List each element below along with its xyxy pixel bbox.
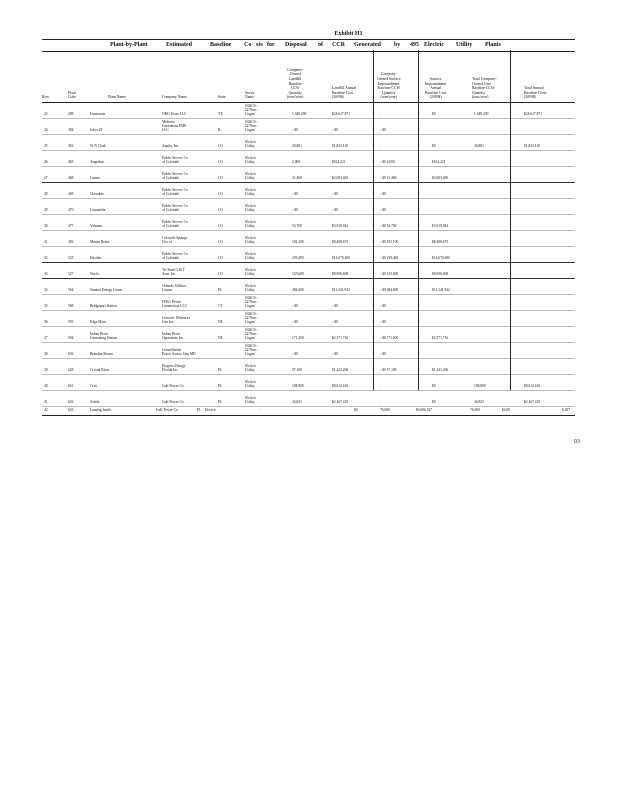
cell-si-qty: - $0 239,400 <box>380 256 399 260</box>
table-row <box>42 215 575 231</box>
cell-row: 37 <box>44 336 48 340</box>
cell-plant: Arapahoe <box>90 160 104 164</box>
cell-row: 40 <box>44 384 48 388</box>
cell-plant: Cherokee <box>90 192 104 196</box>
col-total-qty: Total Company- Owned Unit Baseline CCW Quantity (tons/year) <box>472 77 497 100</box>
cell-company: Progress Energy Florida Inc <box>162 364 186 372</box>
cell-company: Public Service Co of Colorado <box>162 172 188 180</box>
cell-row: 34 <box>44 288 48 292</box>
cell-plant: Scholz <box>90 400 100 404</box>
cell-sector: NAICS- 22 Non- Cogen <box>245 104 257 116</box>
cell-company: Tri-State G & T Assn, Inc <box>162 268 185 276</box>
table-row <box>42 279 575 295</box>
cell-si-cost: $1,241,206 <box>432 368 449 372</box>
cell-si-qty: - <box>380 112 382 116</box>
cell-sector: Electric Utility <box>245 140 257 148</box>
cell-si-qty: - $0 <box>380 192 386 196</box>
cell-plant: Bridgeport Station <box>90 304 117 308</box>
cell-lf-cost: $8,612,616 <box>332 384 349 388</box>
table-title-word: Utility <box>456 42 473 48</box>
cell-total-qty: 108,800 <box>474 384 486 388</box>
cell-lf-qty: - <box>260 408 262 412</box>
table-title-word: for <box>267 42 275 48</box>
cell-row: 30 <box>44 224 48 228</box>
cell-state: IL <box>218 128 222 132</box>
table-row <box>42 359 575 375</box>
exhibit-title: Exhibit H1 <box>334 31 363 37</box>
cell-total-qty: 76,000 <box>470 408 480 412</box>
cell-state: CO <box>218 224 223 228</box>
cell-si-qty: - $0 284,600 <box>380 288 399 292</box>
cell-si-cost: $4,006,027 <box>416 408 433 412</box>
cell-total-cost-tail: 6,027 <box>562 408 571 412</box>
cell-company: Public Service Co of Colorado <box>162 220 188 228</box>
cell-lf-cost: $2,603,465 <box>332 176 349 180</box>
cell-plant: Joliet 29 <box>90 128 103 132</box>
cell-state: CT <box>218 304 223 308</box>
cell-lf-cost: $14,670,400 <box>332 256 350 260</box>
cell-row: 31 <box>44 240 48 244</box>
cell-plant: Crystal River <box>90 368 110 372</box>
cell-total-qty: 20,881 <box>474 144 484 148</box>
cell-row: 26 <box>44 160 48 164</box>
cell-code: 525 <box>68 256 74 260</box>
cell-code: 465 <box>68 160 74 164</box>
cell-sector: Electric Utility <box>245 252 257 260</box>
table-row <box>42 295 575 311</box>
cell-state: FL <box>218 368 223 372</box>
cell-sector: NAICS- 22 Non- Cogen <box>245 296 257 308</box>
cell-plant: Comanche <box>90 208 106 212</box>
cell-si-cost: $0 <box>432 384 436 388</box>
cell-company: Public Service Co of Colorado <box>162 252 188 260</box>
cell-lf-qty: 284,600 <box>292 288 304 292</box>
table-title-word: of <box>318 42 323 48</box>
cell-sector: Electric Utility <box>245 284 257 292</box>
cell-si-qty: - $0 <box>380 352 386 356</box>
table-row <box>42 135 575 151</box>
table-row <box>42 151 575 167</box>
cell-sector: Electric <box>205 408 217 412</box>
cell-si-cost: $522,221 <box>432 160 446 164</box>
table-body <box>42 103 575 407</box>
cell-plant: Indian River Generating Station <box>90 332 118 340</box>
cell-lf-cost: $24,617,871 <box>332 112 350 116</box>
cell-row: 36 <box>44 320 48 324</box>
table-row <box>42 167 575 183</box>
cell-sector: Electric Utility <box>245 172 257 180</box>
cell-total-cost: $2,267,225 <box>524 400 541 404</box>
cell-state: FL <box>218 288 223 292</box>
cell-row: 23 <box>44 112 48 116</box>
table-title-word: Estimated <box>166 42 192 48</box>
table-title-word: Plants <box>485 42 502 48</box>
cell-plant: Limestone <box>90 112 106 116</box>
col-si-cost: Surface Impoundment Annual Baseline Cost (2009$) <box>425 77 447 100</box>
cell-lf-cost: - $0 <box>332 304 338 308</box>
cell-company: Public Service Co of Colorado <box>162 204 188 212</box>
cell-state: TX <box>218 112 223 116</box>
table-row <box>42 375 575 391</box>
cell-row: 27 <box>44 176 48 180</box>
cell-company: Gulf Power Co <box>162 400 184 404</box>
cell-si-cost: $8,906,600 <box>432 272 449 276</box>
cell-lf-cost: $1,241,206 <box>332 368 349 372</box>
table-title-word: Plant-by-Plant <box>110 42 148 48</box>
cell-lf-cost: $8,488,675 <box>332 240 349 244</box>
cell-lf-qty: - $0 <box>292 128 298 132</box>
cell-row: 39 <box>44 368 48 372</box>
cell-lf-cost: $2,571,716 <box>332 336 349 340</box>
cell-sector: Electric Utility <box>245 220 257 228</box>
cell-si-qty: - $0 <box>380 128 386 132</box>
cell-sector: Electric Utility <box>245 236 257 244</box>
cell-code: 468 <box>68 176 74 180</box>
cell-row: 42 <box>44 408 48 412</box>
cell-code: 492 <box>68 240 74 244</box>
cell-lf-cost: $3,910,942 <box>332 224 349 228</box>
cell-si-qty: - $0 125,600 <box>380 272 399 276</box>
cell-company: Orlando Utilities Comm <box>162 284 187 292</box>
table-title-word: sts <box>256 42 263 48</box>
cell-plant: Lansing Smith <box>90 408 112 412</box>
cell-si-qty: - $0 <box>380 320 386 324</box>
cell-lf-cost: $11,241,922 <box>332 288 350 292</box>
cell-code: 384 <box>68 128 74 132</box>
cell-row: 28 <box>44 192 48 196</box>
table-row <box>42 231 575 247</box>
cell-row: 33 <box>44 272 48 276</box>
cell-company: NRG Texas LLC <box>162 112 187 116</box>
cell-plant: Cameo <box>90 176 101 180</box>
table-row <box>42 343 575 359</box>
cell-si-qty: - <box>380 144 382 148</box>
cell-plant: Martin Drake <box>90 240 110 244</box>
cell-si-qty: - $0 54,700 <box>380 224 397 228</box>
cell-sector: Electric Utility <box>245 396 257 404</box>
cell-state: FL <box>197 408 202 412</box>
table-row <box>42 247 575 263</box>
cell-sector: Electric Utility <box>245 156 257 164</box>
cell-lf-qty: - $0 <box>292 320 298 324</box>
table-row <box>42 327 575 343</box>
cell-company: Conectiv Delmarva Gen Inc <box>162 316 191 324</box>
cell-si-cost: $0 <box>432 112 436 116</box>
cell-company: Colorado Springs City of <box>162 236 188 244</box>
cell-plant: Crist <box>90 384 97 388</box>
cell-state: CO <box>218 240 223 244</box>
cell-state: CO <box>218 192 223 196</box>
table-title-word: by <box>394 42 401 48</box>
cell-lf-qty: 57,100 <box>292 368 302 372</box>
table-row <box>42 103 575 119</box>
cell-sector: NAICS- 22 Non- Cogen <box>245 312 257 324</box>
col-row: Row <box>42 95 50 100</box>
cell-sector: Electric Utility <box>245 188 257 196</box>
cell-code: 641 <box>68 384 74 388</box>
table-title-word: CCR <box>332 42 345 48</box>
column-divider <box>373 50 374 390</box>
cell-code: 594 <box>68 336 74 340</box>
column-divider <box>510 50 511 390</box>
cell-code: 643 <box>68 408 74 412</box>
cell-lf-qty: - $0 <box>292 304 298 308</box>
cell-code: 568 <box>68 304 74 308</box>
cell-company: Public Service Co of Colorado <box>162 188 188 196</box>
col-landfill-qty: Company- Owned Landfill Baseline CCW Quantity (tons/year) <box>287 67 304 100</box>
table-title-word: Co <box>244 42 252 48</box>
cell-lf-qty: 125,600 <box>292 272 304 276</box>
cell-company: Gulf Power Co <box>156 408 178 412</box>
cell-state: CO <box>218 144 223 148</box>
col-sector: Sector Name <box>245 90 255 100</box>
cell-code: 298 <box>68 112 74 116</box>
cell-code: 628 <box>68 368 74 372</box>
cell-si-cost: $3,910,942 <box>432 224 449 228</box>
cell-company: Constellation Power Source Gen MD <box>162 348 196 356</box>
table-title-word: Generated <box>354 42 381 48</box>
cell-company: Midwest Generation EME LLC <box>162 120 187 132</box>
table-row <box>42 183 575 199</box>
exhibit-table <box>42 30 575 416</box>
cell-company: Indian River Operations Inc <box>162 332 184 340</box>
cell-si-qty: - $0 57,100 <box>380 368 397 372</box>
cell-plant: Hayden <box>90 256 102 260</box>
cell-si-qty: - $0 102,100 <box>380 240 399 244</box>
table-row <box>42 407 575 416</box>
cell-total-cost: $8,612,616 <box>524 384 541 388</box>
cell-si-cost: $2,603,465 <box>432 176 449 180</box>
cell-lf-cost: $0 <box>354 408 358 412</box>
cell-si-qty: - $0 <box>380 304 386 308</box>
cell-plant: Stanton Energy Center <box>90 288 123 292</box>
cell-code: 470 <box>68 208 74 212</box>
cell-lf-qty: 20,881 <box>292 144 302 148</box>
table-row <box>42 311 575 327</box>
page-number: 93 <box>574 439 580 445</box>
cell-lf-qty: 24,825 <box>292 400 302 404</box>
cell-state: CO <box>218 272 223 276</box>
cell-si-qty: - <box>380 384 382 388</box>
cell-lf-cost: $2,267,225 <box>332 400 349 404</box>
cell-plant: Edge Moor <box>90 320 107 324</box>
cell-code: 469 <box>68 192 74 196</box>
cell-plant: Brandon Shores <box>90 352 114 356</box>
col-plant-code: Plant Code <box>68 90 77 100</box>
cell-si-cost: $2,571,716 <box>432 336 449 340</box>
col-si-qty: Company- Owned Surface Impoundment Baseline CCW Quantity (tons/year) <box>377 72 401 100</box>
cell-total-cost: $4,00 <box>502 408 511 412</box>
table-title-word: Disposal <box>285 42 307 48</box>
cell-company: Public Service Co of Colorado <box>162 156 188 164</box>
cell-company: PSEG Power Connecticut LLC <box>162 300 188 308</box>
cell-si-qty: 76,000 <box>380 408 390 412</box>
cell-code: 477 <box>68 224 74 228</box>
cell-row: 24 <box>44 128 48 132</box>
cell-state: DE <box>218 336 223 340</box>
cell-lf-qty: 102,100 <box>292 240 304 244</box>
cell-lf-cost: $1,822,120 <box>332 144 349 148</box>
cell-row: 25 <box>44 144 48 148</box>
cell-company: Aquila, Inc. <box>162 144 180 148</box>
cell-sector: NAICS- 22 Non- Cogen <box>245 344 257 356</box>
cell-code: 462 <box>68 144 74 148</box>
cell-sector: Electric Utility <box>245 204 257 212</box>
cell-total-qty: 1,349,200 <box>474 112 489 116</box>
cell-si-cost: $14,670,400 <box>432 256 450 260</box>
cell-total-cost: $1,822,120 <box>524 144 541 148</box>
cell-si-cost: $11,241,922 <box>432 288 450 292</box>
cell-sector: NAICS- 22 Non- Cogen <box>245 120 257 132</box>
cell-total-cost: $24,617,871 <box>524 112 542 116</box>
cell-plant: Valmont <box>90 224 103 228</box>
cell-lf-qty: 21,468 <box>292 176 302 180</box>
cell-lf-cost: $522,221 <box>332 160 346 164</box>
cell-code: 564 <box>68 288 74 292</box>
cell-row: 41 <box>44 400 48 404</box>
table-row <box>42 199 575 215</box>
cell-state: FL <box>218 384 223 388</box>
cell-sector: Electric Utility <box>245 364 257 372</box>
cell-lf-qty: 2,000 <box>292 160 301 164</box>
cell-code: 527 <box>68 272 74 276</box>
cell-lf-qty: - $0 <box>292 192 298 196</box>
cell-si-cost: $0 <box>432 400 436 404</box>
col-company: Company Name <box>162 95 187 100</box>
cell-lf-qty: - $0 <box>292 208 298 212</box>
cell-row: 35 <box>44 304 48 308</box>
cell-state: CO <box>218 176 223 180</box>
cell-lf-qty: 171,200 <box>292 336 304 340</box>
col-plant-name: Plant Name <box>108 95 126 100</box>
table-row <box>42 119 575 135</box>
table-title-word: 495 <box>410 42 419 48</box>
cell-si-cost: $0 <box>432 144 436 148</box>
cell-sector: Electric Utility <box>245 268 257 276</box>
cell-code: 593 <box>68 320 74 324</box>
col-total-cost: Total Annual Baseline Costs (2009$) <box>524 86 547 100</box>
table-row <box>42 263 575 279</box>
cell-plant: Nucla <box>90 272 99 276</box>
column-divider <box>418 50 419 390</box>
cell-lf-cost: - $0 <box>332 208 338 212</box>
cell-state: CO <box>218 256 223 260</box>
cell-plant: W N Clark <box>90 144 106 148</box>
col-state: State <box>218 95 226 100</box>
column-header-row <box>42 51 575 103</box>
cell-lf-qty: - $0 <box>292 352 298 356</box>
cell-row: 32 <box>44 256 48 260</box>
table-title-word: Baseline <box>210 42 232 48</box>
cell-lf-cost: - $0 <box>332 320 338 324</box>
cell-state: DE <box>218 320 223 324</box>
cell-code: 642 <box>68 400 74 404</box>
col-landfill-cost: Landfill Annual Baseline Cost (2009$) <box>332 86 357 100</box>
cell-sector: NAICS- 22 Non- Cogen <box>245 328 257 340</box>
cell-state: CO <box>218 160 223 164</box>
cell-row: 38 <box>44 352 48 356</box>
table-row <box>42 391 575 407</box>
cell-si-qty: - $0 171,200 <box>380 336 399 340</box>
cell-lf-qty: 239,400 <box>292 256 304 260</box>
cell-si-qty: - $0 2,000 <box>380 160 395 164</box>
cell-si-qty: - $0 21,468 <box>380 176 397 180</box>
cell-lf-qty: 54,700 <box>292 224 302 228</box>
cell-lf-cost: $8,906,600 <box>332 272 349 276</box>
cell-lf-qty: 1,349,200 <box>292 112 307 116</box>
cell-si-qty: - <box>380 400 382 404</box>
cell-company: Gulf Power Co <box>162 384 184 388</box>
cell-lf-cost: - $0 <box>332 192 338 196</box>
cell-si-qty: - $0 <box>380 208 386 212</box>
cell-state: FL <box>218 400 223 404</box>
table-title <box>42 39 575 51</box>
cell-sector: Electric Utility <box>245 380 257 388</box>
cell-lf-cost: - $0 <box>332 128 338 132</box>
cell-si-cost: $8,488,675 <box>432 240 449 244</box>
cell-state: CO <box>218 208 223 212</box>
cell-code: 602 <box>68 352 74 356</box>
cell-lf-cost: - $0 <box>332 352 338 356</box>
table-title-word: Electric <box>424 42 444 48</box>
cell-lf-qty: 108,800 <box>292 384 304 388</box>
cell-row: 29 <box>44 208 48 212</box>
cell-total-qty: 24,825 <box>474 400 484 404</box>
